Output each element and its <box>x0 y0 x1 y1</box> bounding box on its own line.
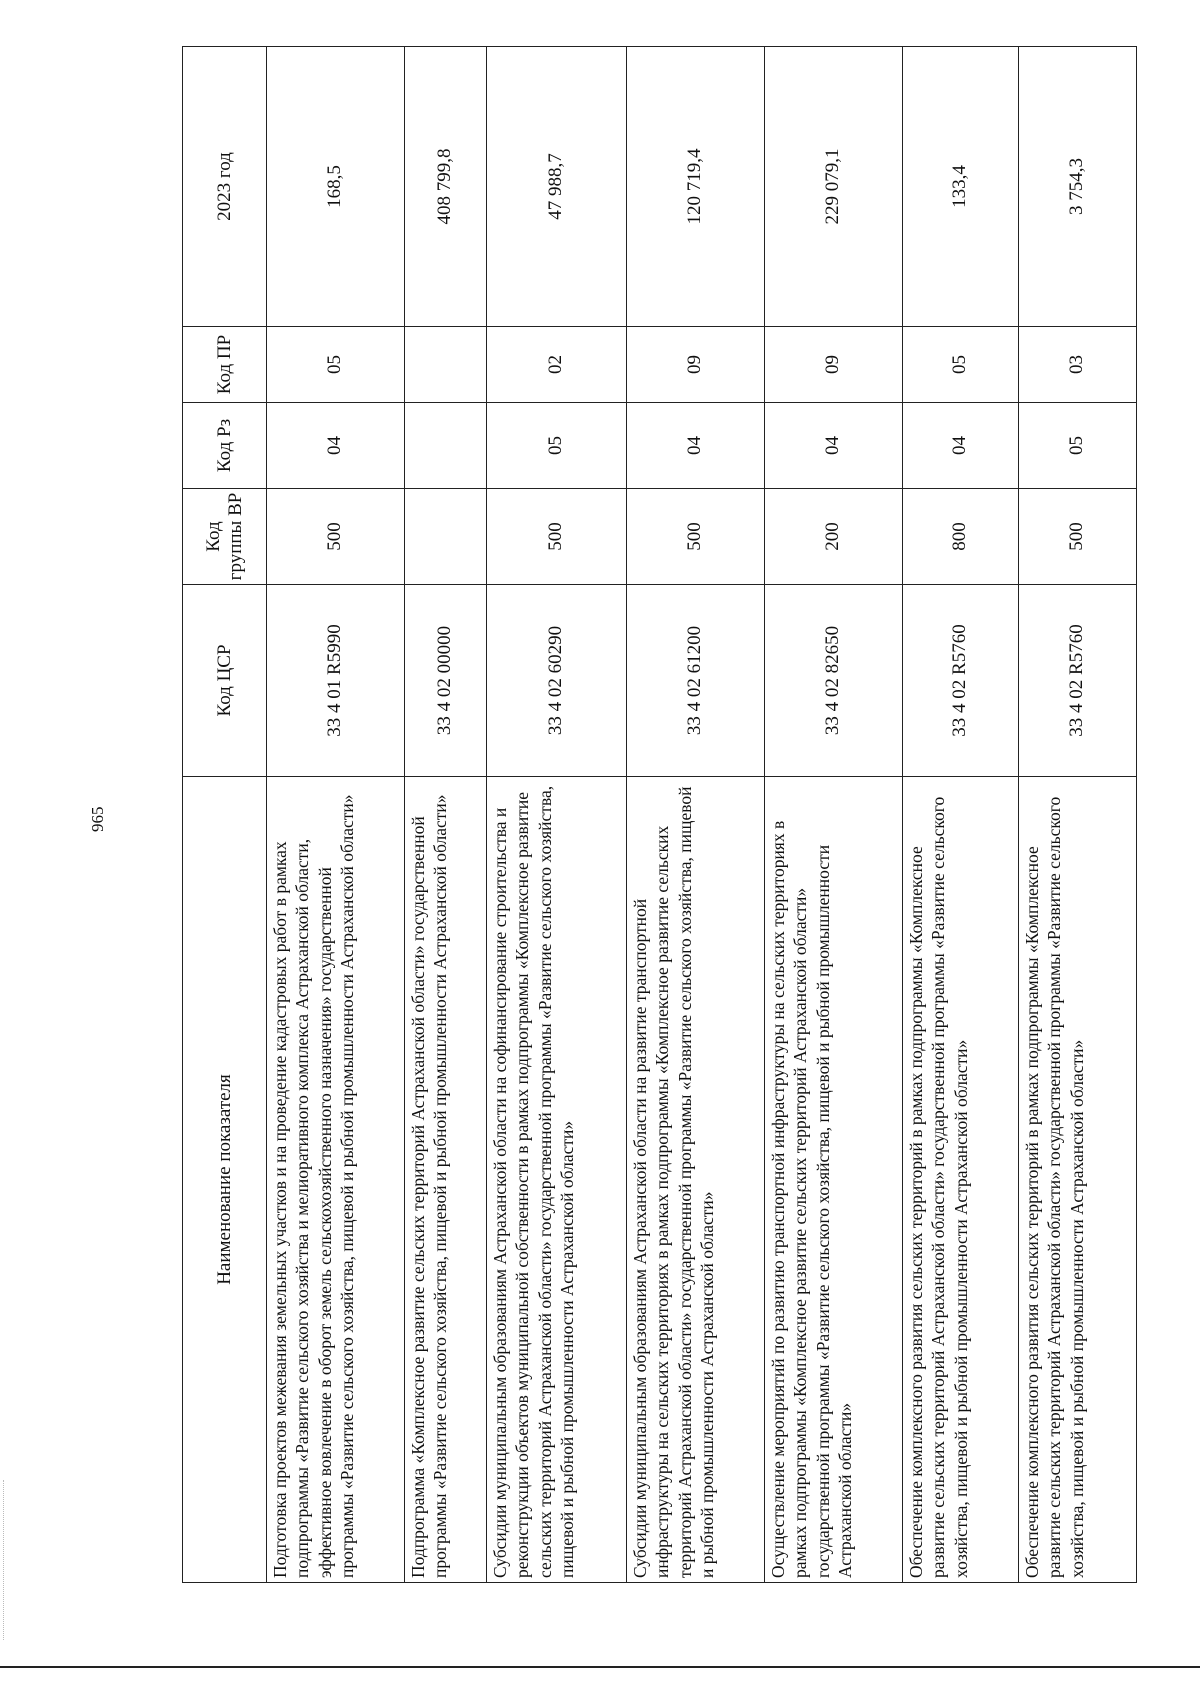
row-vr <box>405 489 487 585</box>
table-row <box>1019 47 1137 1583</box>
row-vr: 500 <box>487 489 627 585</box>
row-rz: 04 <box>627 403 765 489</box>
row-rz: 04 <box>267 403 405 489</box>
row-name: Подготовка проектов межевания земельных участков и на проведение кадастровых работ в рамках подпрограммы «Развитие сельского хозяйства и мелиоративного комплекса Астраханской области, эффективное вовлечение в оборот земель сельскохозяйственного назначения» государственной программы «Развитие сельского хозяйства, пищевой и рыбной промышленности Астраханской области» <box>267 777 405 1583</box>
row-rz: 05 <box>487 403 627 489</box>
table-row <box>903 47 1019 1583</box>
header-row <box>183 47 267 1583</box>
row-rz: 04 <box>903 403 1019 489</box>
row-csr: 33 4 01 R5990 <box>267 585 405 777</box>
row-amount: 120 719,4 <box>627 47 765 327</box>
row-name: Обеспечение комплексного развития сельских территорий в рамках подпрограммы «Комплексное развитие сельских территорий Астраханской области» государственной программы «Развитие сельского хозяйства, пищевой и рыбной промышленности Астраханской области» <box>1019 777 1137 1583</box>
row-csr: 33 4 02 R5760 <box>1019 585 1137 777</box>
row-amount: 3 754,3 <box>1019 47 1137 327</box>
table-row <box>487 47 627 1583</box>
page-number: 965 <box>88 806 107 832</box>
row-csr: 33 4 02 R5760 <box>903 585 1019 777</box>
row-csr: 33 4 02 60290 <box>487 585 627 777</box>
row-rz <box>405 403 487 489</box>
row-rz: 05 <box>1019 403 1137 489</box>
row-pr: 05 <box>267 327 405 403</box>
row-name: Субсидии муниципальным образованиям Астраханской области на софинансирование строительства и реконструкции объектов муниципальной собственности в рамках подпрограммы «Комплексное развитие сельских территорий Астраханской области» государственной программы «Развитие сельского хозяйства, пищевой и рыбной промышленности Астраханской области» <box>487 777 627 1583</box>
row-pr: 03 <box>1019 327 1137 403</box>
row-csr: 33 4 02 00000 <box>405 585 487 777</box>
row-amount: 47 988,7 <box>487 47 627 327</box>
row-vr: 500 <box>627 489 765 585</box>
row-name: Подпрограмма «Комплексное развитие сельских территорий Астраханской области» государственной программы «Развитие сельского хозяйства, пищевой и рыбной промышленности Астраханской области» <box>405 777 487 1583</box>
table-row <box>627 47 765 1583</box>
row-pr: 02 <box>487 327 627 403</box>
table-row <box>267 47 405 1583</box>
row-vr: 200 <box>765 489 903 585</box>
header-csr: Код ЦСР <box>183 585 267 777</box>
row-name: Осуществление мероприятий по развитию транспортной инфраструктуры на сельских территориях в рамках подпрограммы «Комплексное развитие сельских территорий Астраханской области» государственной программы «Развитие сельского хозяйства, пищевой и рыбной промышленности Астраханской области» <box>765 777 903 1583</box>
row-vr: 500 <box>1019 489 1137 585</box>
row-amount: 168,5 <box>267 47 405 327</box>
table-row <box>765 47 903 1583</box>
row-pr: 09 <box>627 327 765 403</box>
row-vr: 500 <box>267 489 405 585</box>
header-name: Наименование показателя <box>183 777 267 1583</box>
row-csr: 33 4 02 61200 <box>627 585 765 777</box>
row-csr: 33 4 02 82650 <box>765 585 903 777</box>
header-pr: Код ПР <box>183 327 267 403</box>
header-rz: Код Рз <box>183 403 267 489</box>
row-name: Обеспечение комплексного развития сельских территорий в рамках подпрограммы «Комплексное развитие сельских территорий Астраханской области» государственной программы «Развитие сельского хозяйства, пищевой и рыбной промышленности Астраханской области» <box>903 777 1019 1583</box>
scan-margin-mark <box>3 1480 6 1640</box>
row-pr <box>405 327 487 403</box>
row-amount: 133,4 <box>903 47 1019 327</box>
row-vr: 800 <box>903 489 1019 585</box>
row-amount: 408 799,8 <box>405 47 487 327</box>
row-amount: 229 079,1 <box>765 47 903 327</box>
table-row <box>405 47 487 1583</box>
row-pr: 05 <box>903 327 1019 403</box>
header-year: 2023 год <box>183 47 267 327</box>
row-name: Субсидии муниципальным образованиям Астраханской области на развитие транспортной инфраструктуры на сельских территориях в рамках подпрограммы «Комплексное развитие сельских территорий Астраханской области» государственной программы «Развитие сельского хозяйства, пищевой и рыбной промышленности Астраханской области» <box>627 777 765 1583</box>
row-pr: 09 <box>765 327 903 403</box>
rotated-page <box>182 47 1136 1583</box>
budget-table <box>182 46 1137 1583</box>
header-vr: Код группы ВР <box>183 489 267 585</box>
scan-bottom-rule <box>0 1666 1200 1668</box>
row-rz: 04 <box>765 403 903 489</box>
